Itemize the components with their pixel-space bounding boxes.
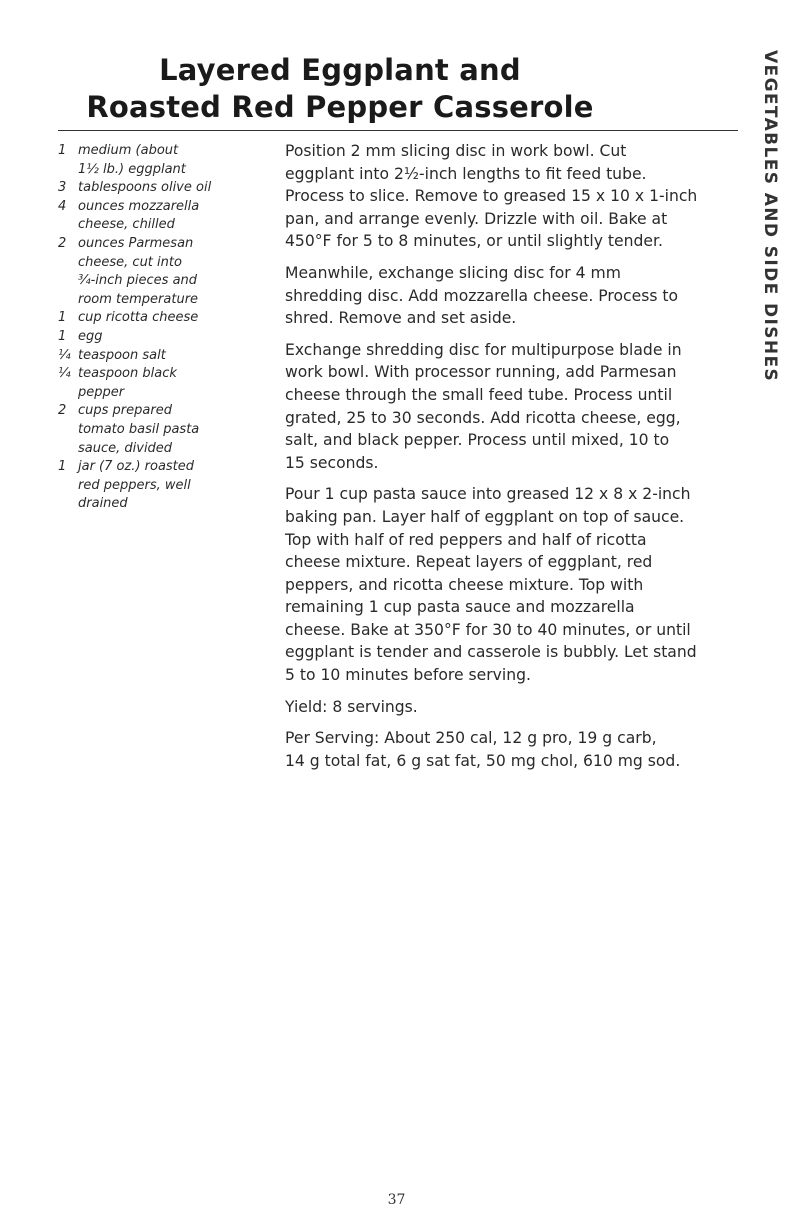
ingredient-description: teaspoon black pepper xyxy=(78,366,177,400)
ingredient-item xyxy=(58,347,258,366)
ingredient-quantity: 1 xyxy=(58,328,67,344)
direction-step-grate-parmesan: Exchange shredding disc for multipurpose blade in work bowl. With processor running, add Parmesan cheese through the small feed tube. Process until grated, 25 to 30 seconds. Add ricotta cheese, egg, salt, and black pepper. Process until mixed, 10 to 15 seconds. xyxy=(285,340,682,472)
ingredient-description: ounces mozzarella cheese, chilled xyxy=(78,198,200,233)
direction-step-shred-mozzarella: Meanwhile, exchange slicing disc for 4 mm shredding disc. Add mozzarella cheese. Process to shred. Remove and set aside. xyxy=(285,263,679,328)
ingredient-description: egg xyxy=(78,328,103,344)
ingredient-quantity: ¼ xyxy=(58,366,71,382)
ingredient-quantity: 1 xyxy=(58,310,67,326)
recipe-title-line-1: Layered Eggplant and xyxy=(159,53,521,87)
ingredient-quantity: 1 xyxy=(58,459,67,475)
page-number: 37 xyxy=(387,1192,406,1208)
ingredient-description: teaspoon salt xyxy=(78,347,166,363)
ingredient-description: medium (about 1½ lb.) eggplant xyxy=(78,143,186,177)
section-tab-label: VEGETABLES AND SIDE DISHES xyxy=(760,50,780,383)
recipe-yield: Yield: 8 servings. xyxy=(285,697,418,716)
ingredient-list xyxy=(58,142,258,514)
ingredient-item xyxy=(58,142,258,179)
ingredient-quantity: 2 xyxy=(58,403,67,419)
title-divider xyxy=(58,130,738,131)
ingredient-quantity: 3 xyxy=(58,180,67,196)
recipe-title xyxy=(60,52,620,126)
ingredient-item xyxy=(58,458,258,514)
ingredient-description: ounces Parmesan cheese, cut into ¾-inch pieces and room temperature xyxy=(78,235,199,307)
direction-step-assemble-bake: Pour 1 cup pasta sauce into greased 12 x 8 x 2-inch baking pan. Layer half of eggplant on top of sauce. Top with half of red peppers and half of ricotta cheese mixture. Repeat layers of eggplant, red peppers, and ricotta cheese mixture. Top with remaining 1 cup pasta sauce and mozzarella cheese. Bake at 350°F for 30 to 40 minutes, or until eggplant is tender and casserole is bubbly. Let stand 5 to 10 minutes before serving. xyxy=(285,485,697,685)
ingredient-description: tablespoons olive oil xyxy=(78,180,212,196)
ingredient-item xyxy=(58,328,258,347)
direction-step-slice-eggplant: Position 2 mm slicing disc in work bowl. Cut eggplant into 2½-inch lengths to fit feed tube. Process to slice. Remove to greased 15 x 10 x 1-inch pan, and arrange evenly. Drizzle with oil. Bake at 450°F for 5 to 8 minutes, or until slightly tender. xyxy=(285,142,698,251)
ingredient-item xyxy=(58,198,258,235)
ingredient-quantity: 4 xyxy=(58,198,67,214)
ingredient-description: cups prepared tomato basil pasta sauce, divided xyxy=(78,403,200,456)
recipe-title-line-2: Roasted Red Pepper Casserole xyxy=(86,90,594,124)
ingredient-item xyxy=(58,235,258,309)
ingredient-item xyxy=(58,179,258,198)
ingredient-description: cup ricotta cheese xyxy=(78,310,199,326)
ingredient-item xyxy=(58,402,258,458)
ingredient-description: jar (7 oz.) roasted red peppers, well drained xyxy=(78,459,195,512)
ingredient-quantity: 2 xyxy=(58,235,67,251)
ingredient-item xyxy=(58,309,258,328)
nutrition-info: Per Serving: About 250 cal, 12 g pro, 19 g carb, 14 g total fat, 6 g sat fat, 50 mg chol, 610 mg sod. xyxy=(285,729,681,770)
ingredient-item xyxy=(58,365,258,402)
ingredient-quantity: ¼ xyxy=(58,347,71,363)
ingredient-quantity: 1 xyxy=(58,143,67,158)
recipe-directions xyxy=(285,140,745,781)
